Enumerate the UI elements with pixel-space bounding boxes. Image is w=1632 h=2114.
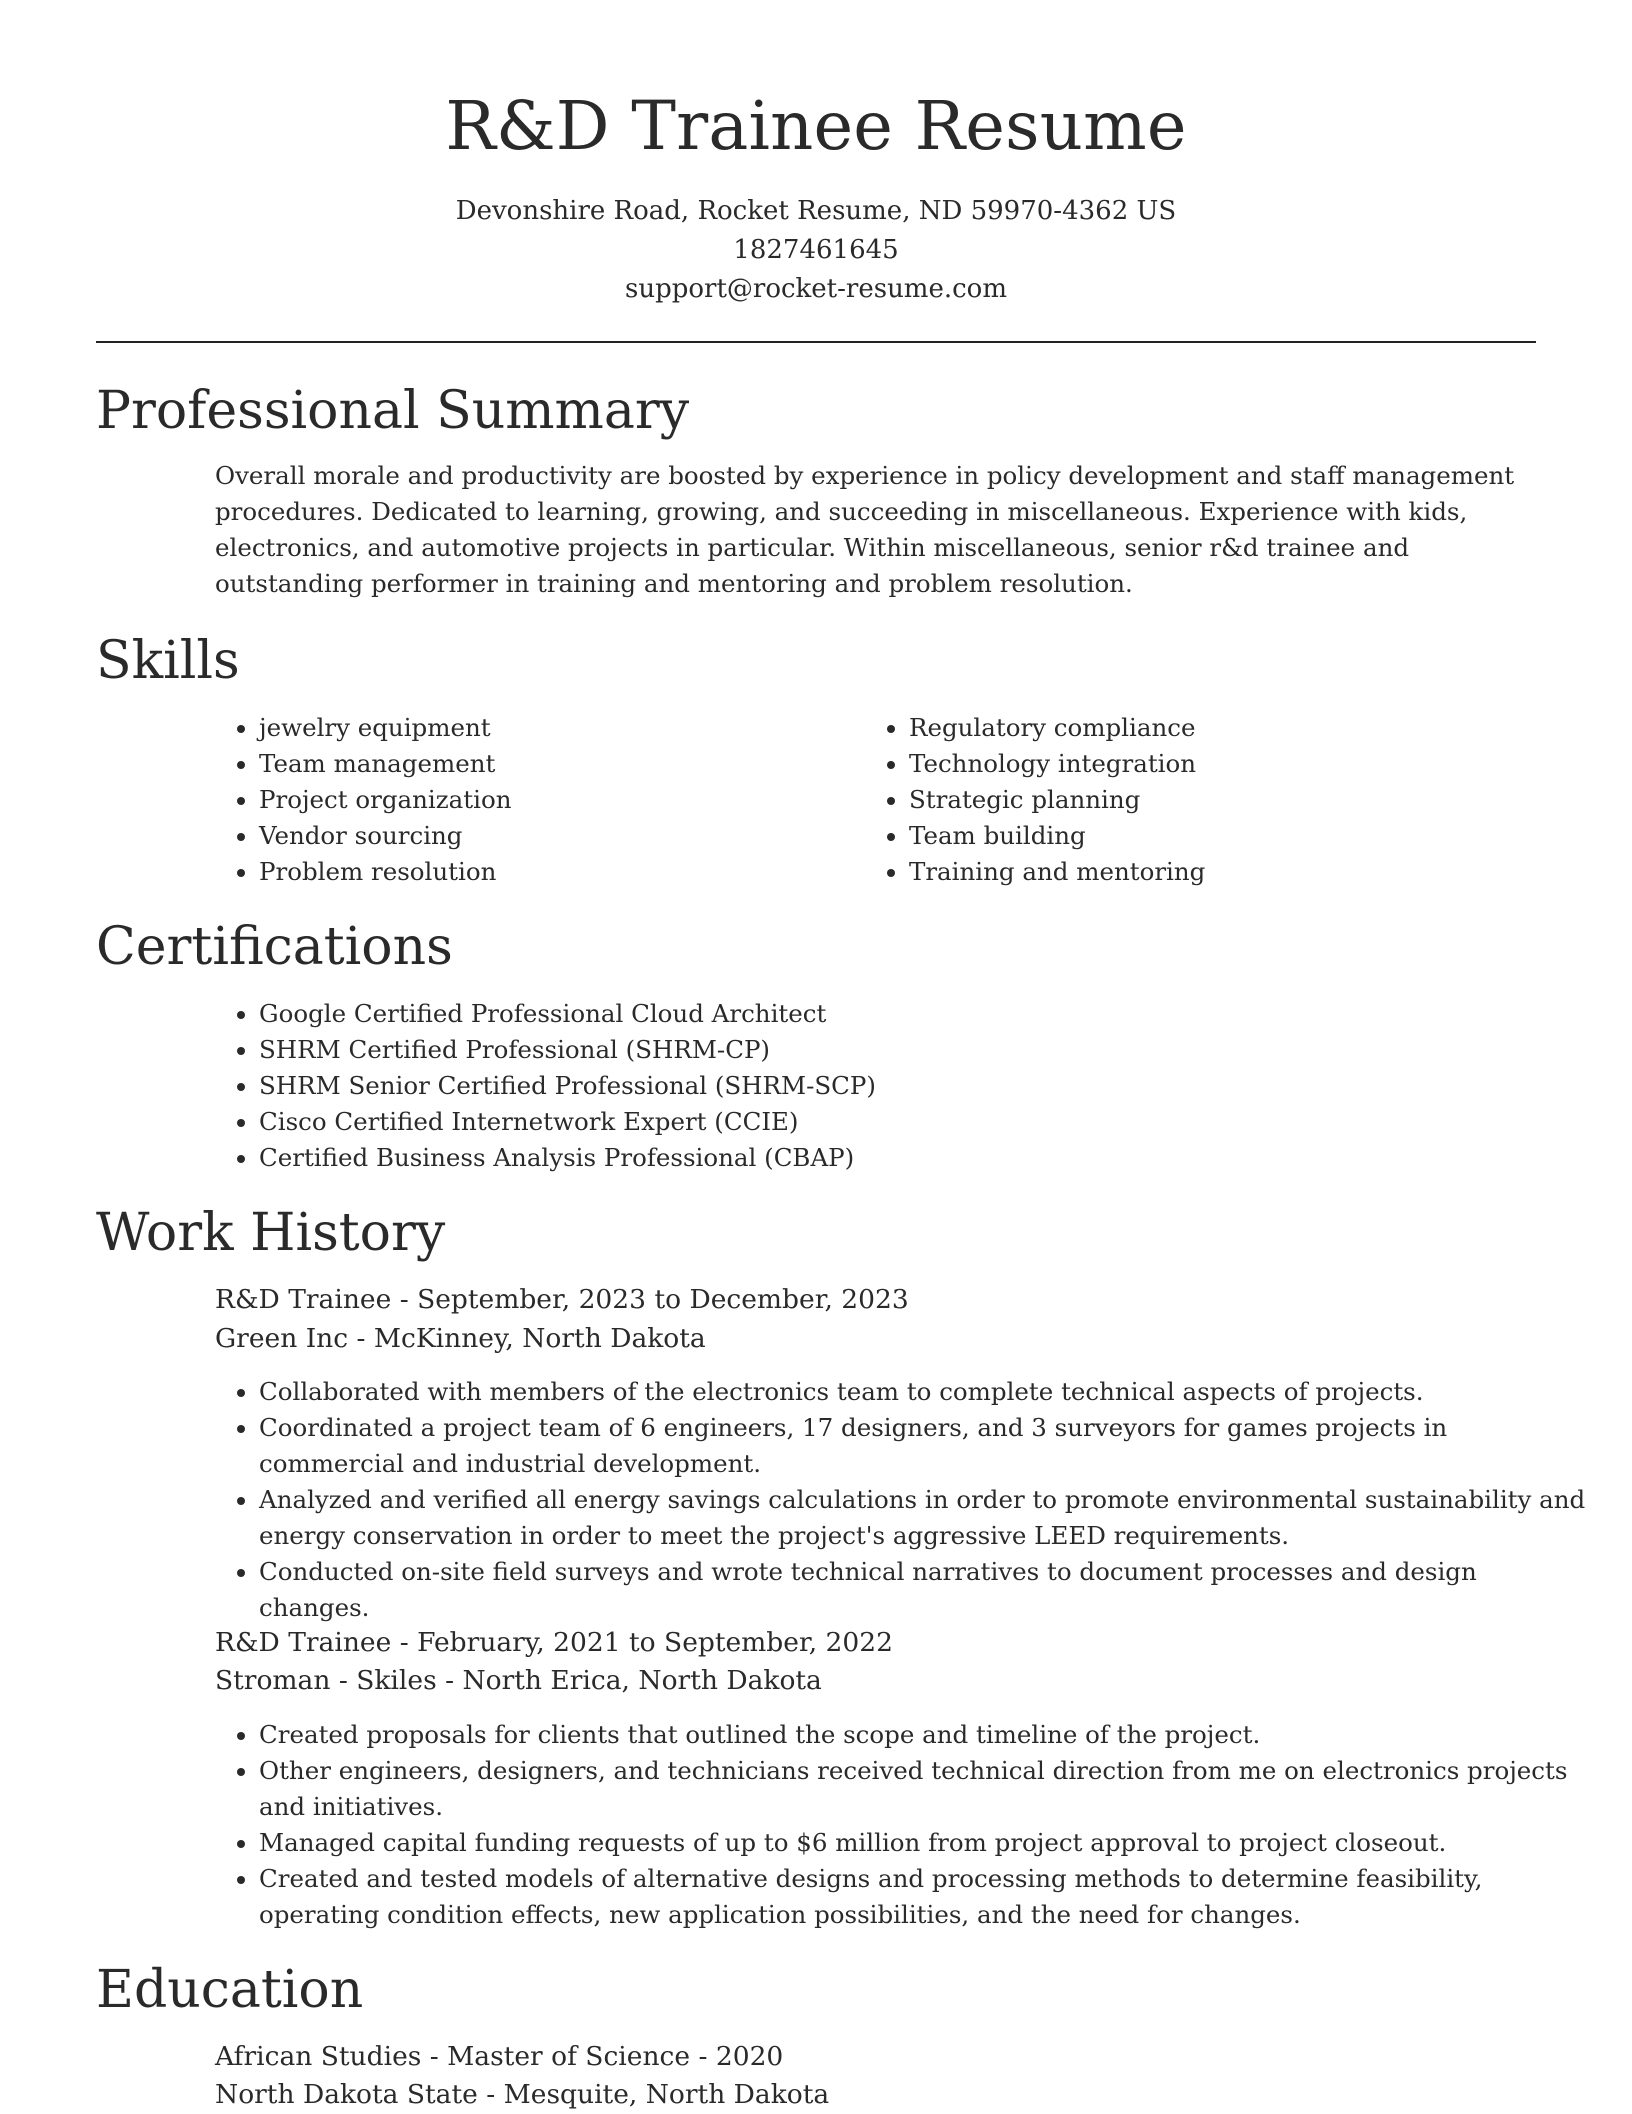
skill-item: • Training and mentoring [909,854,1509,890]
resume-header [0,0,1632,309]
job-bullet: • Collaborated with members of the electronics team to complete technical aspects of projects. [259,1374,1589,1410]
education-location: - Mesquite, North Dakota [477,2079,830,2110]
education-degree: - Master of Science - 2020 [421,2041,784,2072]
job-company: Green Inc [215,1323,349,1354]
skill-item: • Problem resolution [259,854,819,890]
contact-block [0,192,1632,309]
job-company-line [215,1662,822,1700]
education-heading: Education [96,1960,364,2020]
contact-address: Devonshire Road, Rocket Resume, ND 59970-4362 US [455,196,1177,226]
education-school: North Dakota State [215,2079,478,2110]
certifications-list [215,996,1559,1176]
skill-item: • jewelry equipment [259,710,819,746]
skill-item: • Team building [909,818,1509,854]
job-bullet: • Conducted on-site field surveys and wrote technical narratives to document processes and design changes. [259,1554,1589,1626]
job-bullet: • Managed capital funding requests of up to $6 million from project approval to project closeout. [259,1825,1589,1861]
job-title-line [215,1281,909,1319]
job-company-line [215,1320,706,1358]
education-field: African Studies [215,2041,422,2072]
header-divider [96,341,1536,343]
certifications-heading: Certifications [96,917,453,977]
education-degree-line [215,2038,783,2076]
contact-phone: 1827461645 [733,235,899,265]
resume-title: R&D Trainee Resume [445,87,1187,165]
skill-item: • Technology integration [909,746,1509,782]
job-bullet: • Coordinated a project team of 6 engineers, 17 designers, and 3 surveyors for games projects in commercial and industrial development. [259,1410,1589,1482]
job-bullets [215,1374,1589,1626]
job-bullet: • Created and tested models of alternative designs and processing methods to determine feasibility, operating condition effects, new application possibilities, and the need for changes. [259,1861,1589,1933]
skills-list-right [865,710,1509,890]
skill-item: • Project organization [259,782,819,818]
summary-text: Overall morale and productivity are boosted by experience in policy development and staff management procedures. Dedicated to learning, growing, and succeeding in miscellaneous. Experience with kids, electronics, and automotive projects in particular. Within miscellaneous, senior r&d trainee and outstanding performer in training and mentoring and problem resolution. [215,461,1515,598]
job-title-line [215,1624,893,1662]
summary-heading: Professional Summary [96,381,690,441]
certification-item: • Cisco Certified Internetwork Expert (CCIE) [259,1104,1559,1140]
job-bullet: • Analyzed and verified all energy savings calculations in order to promote environmental sustainability and energy conservation in order to meet the project's aggressive LEED requirements. [259,1482,1589,1554]
certification-item: • SHRM Senior Certified Professional (SHRM-SCP) [259,1068,1559,1104]
education-school-line [215,2076,829,2114]
job-bullet: • Other engineers, designers, and technicians received technical direction from me on electronics projects and initiatives. [259,1753,1589,1825]
job-role: R&D Trainee [215,1627,392,1658]
skill-item: • Regulatory compliance [909,710,1509,746]
skills-list-left [215,710,819,890]
certification-item: • SHRM Certified Professional (SHRM-CP) [259,1032,1559,1068]
job-location: - McKinney, North Dakota [348,1323,706,1354]
job-dates: - September, 2023 to December, 2023 [391,1284,909,1315]
job-role: R&D Trainee [215,1284,392,1315]
job-dates: - February, 2021 to September, 2022 [391,1627,893,1658]
skill-item: • Strategic planning [909,782,1509,818]
job-bullet: • Created proposals for clients that outlined the scope and timeline of the project. [259,1717,1589,1753]
certification-item: • Certified Business Analysis Professional (CBAP) [259,1140,1559,1176]
job-company: Stroman - Skiles [215,1665,437,1696]
contact-email: support@rocket-resume.com [624,274,1007,304]
skill-item: • Team management [259,746,819,782]
skill-item: • Vendor sourcing [259,818,819,854]
skills-heading: Skills [96,631,240,691]
certification-item: • Google Certified Professional Cloud Architect [259,996,1559,1032]
job-bullets [215,1717,1589,1933]
job-location: - North Erica, North Dakota [436,1665,822,1696]
work-history-heading: Work History [96,1203,446,1263]
